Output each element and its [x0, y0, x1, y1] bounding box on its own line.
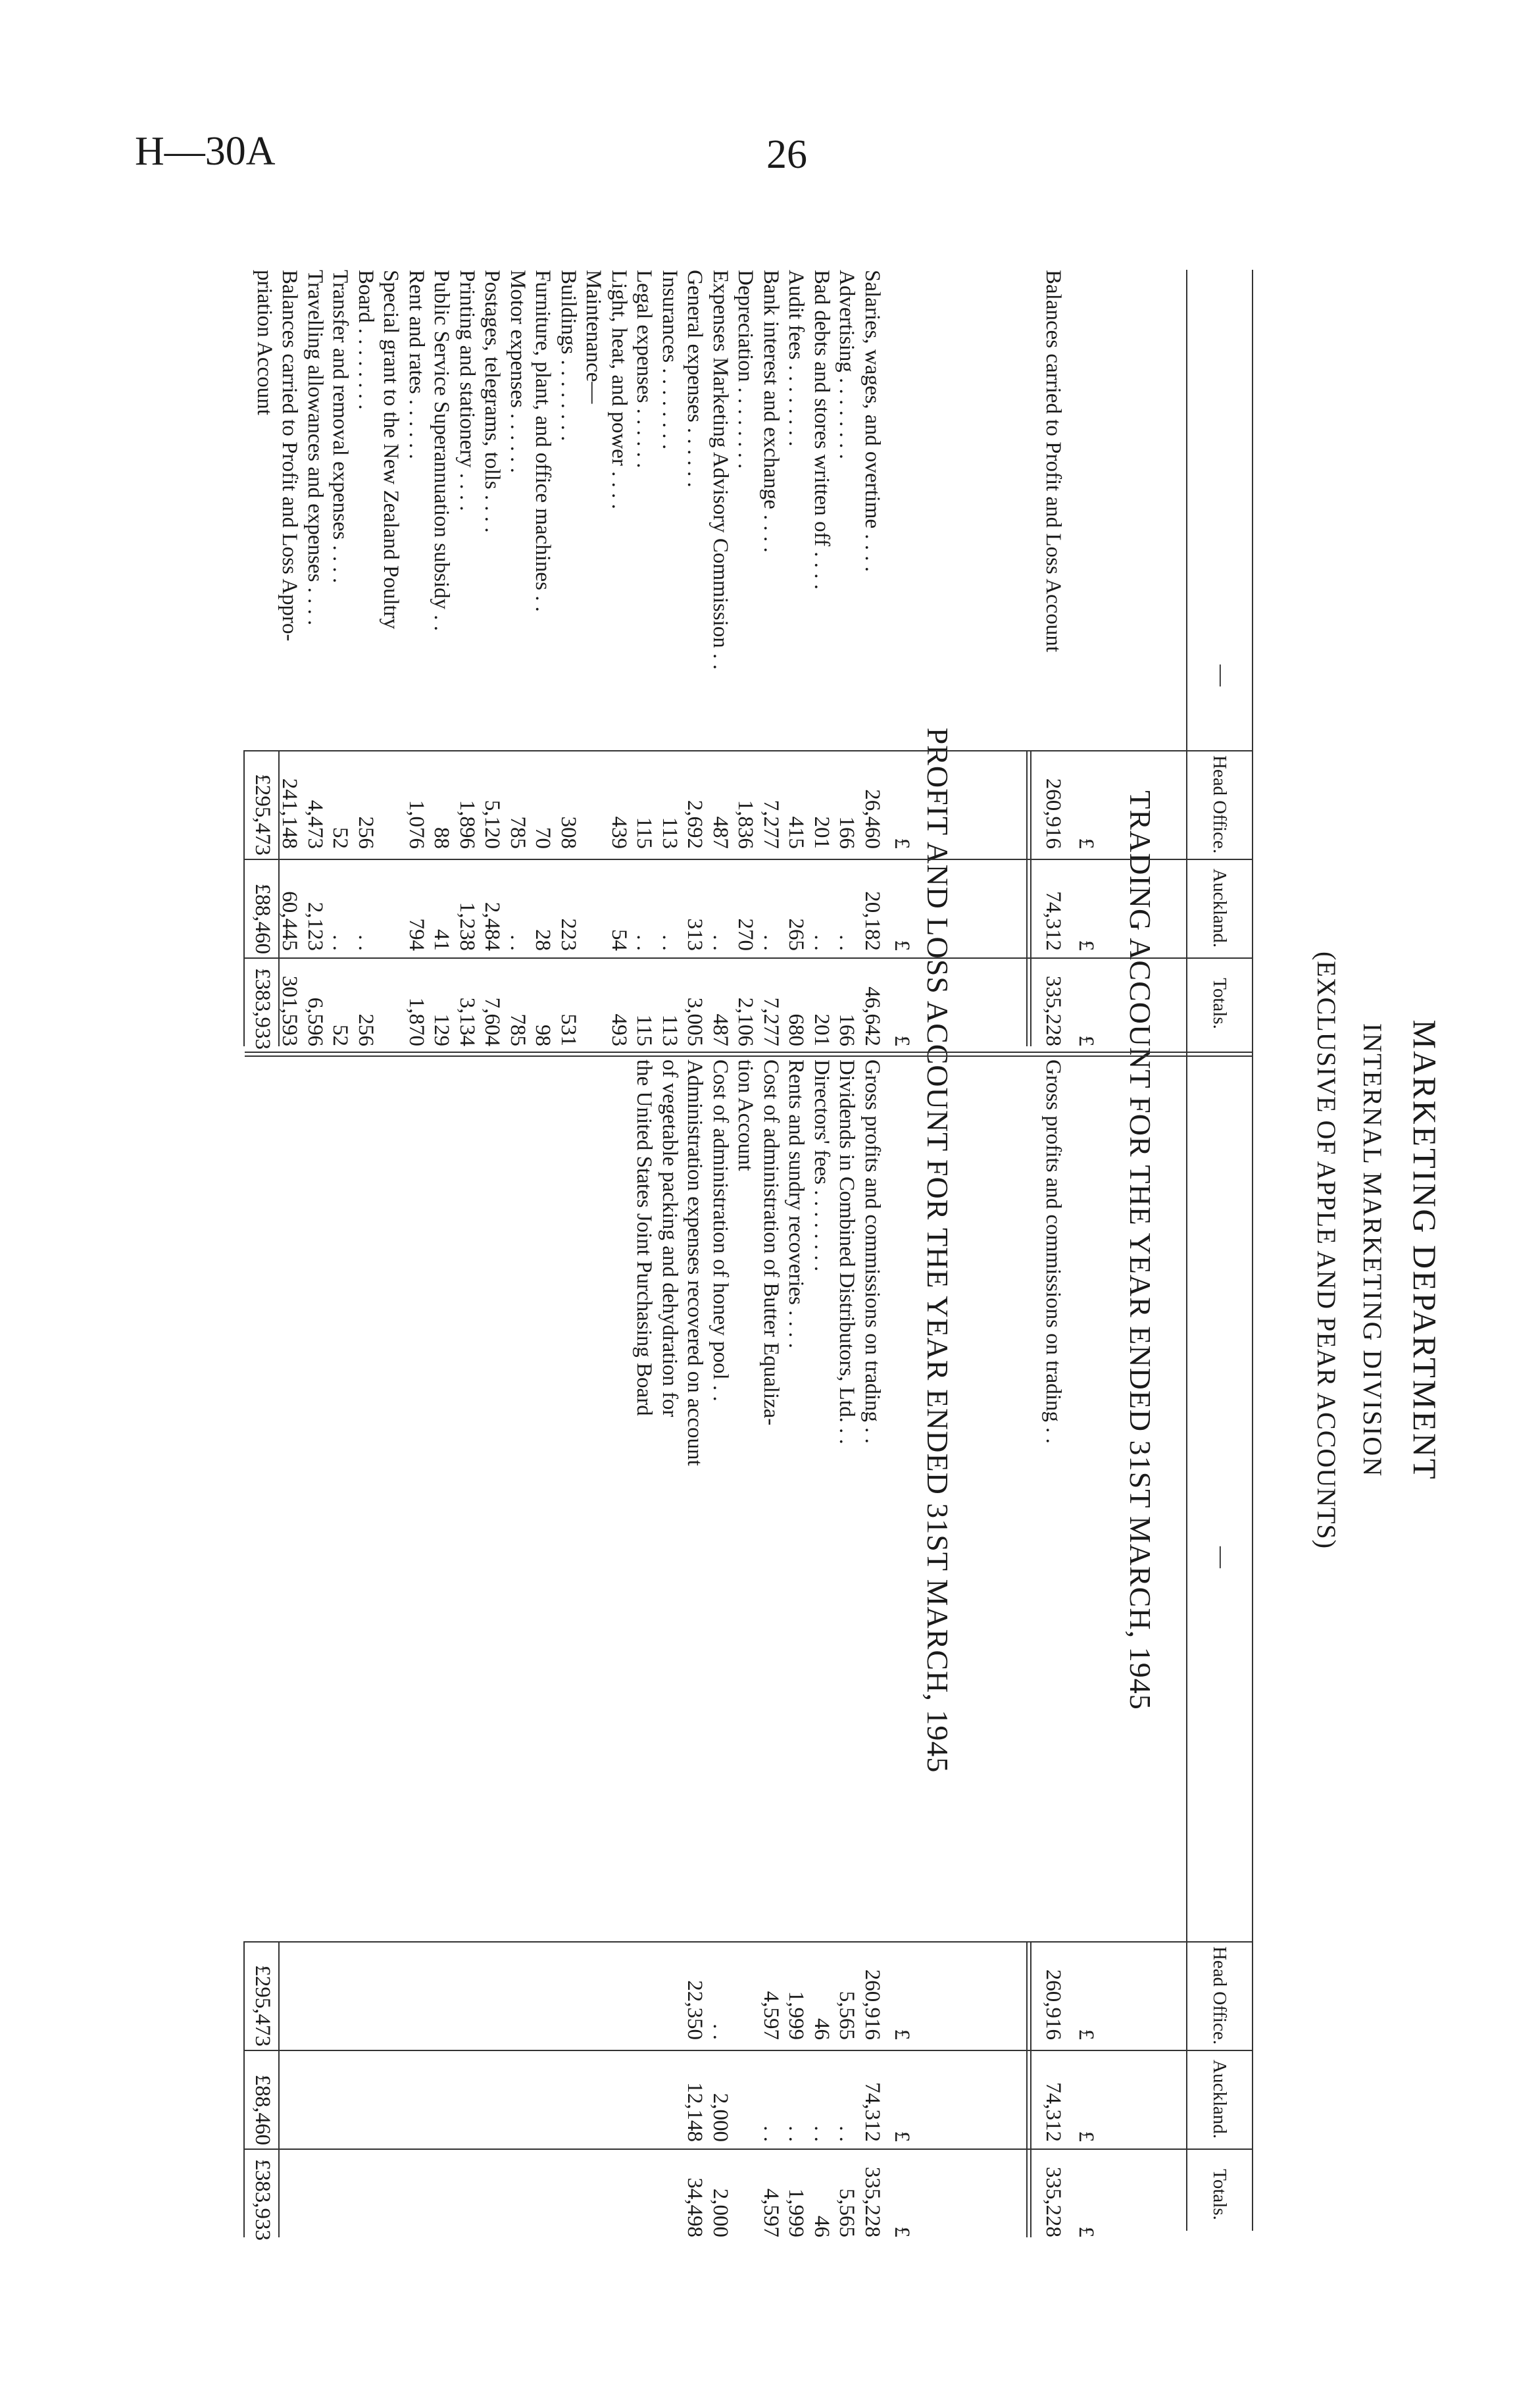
- debit-row-label: Depreciation . . . . . . . .: [733, 270, 758, 469]
- debit-row-ho: 1,076: [405, 800, 428, 849]
- debit-row-ho: 415: [784, 816, 808, 849]
- center-rule-2: [245, 1055, 1253, 1057]
- rotated-accounts-page: [250, 243, 1487, 2257]
- pound-sign: £: [1074, 940, 1098, 951]
- credit-row-ak: 12,148: [683, 2082, 707, 2142]
- credit-totals-header: Totals.: [1209, 2169, 1230, 2220]
- column-rule: [245, 2148, 1253, 2150]
- pound-sign: £: [1074, 2131, 1098, 2142]
- debit-row-ak: . .: [506, 934, 530, 951]
- pound-sign: £: [890, 2226, 914, 2237]
- credit-row-ak: 74,312: [860, 2082, 884, 2142]
- debit-row-ak: . .: [658, 934, 682, 951]
- debit-row-ho: 88: [430, 827, 454, 849]
- credit-row-label: Gross profits and commissions on trading . .: [860, 1059, 884, 1444]
- debit-row-ho: 256: [354, 816, 378, 849]
- debit-row-label: Travelling allowances and expenses . . . .: [303, 270, 327, 626]
- credit-row-label: Cost of administration of honey pool . .: [708, 1059, 732, 1402]
- debit-row-ho: 5,120: [480, 800, 505, 849]
- debit-row-label: Expenses Marketing Advisory Commission . .: [708, 270, 732, 670]
- debit-head-office-header: Head Office.: [1209, 755, 1230, 854]
- debit-row-ak: 54: [607, 929, 631, 951]
- column-rule: [245, 957, 1253, 959]
- debit-row-label: Bad debts and stores written off . . . .: [810, 270, 833, 590]
- pound-sign: £: [1074, 1035, 1098, 1046]
- debit-row-label: Board . . . . . . . .: [354, 270, 378, 410]
- debit-row-ho: 1,896: [455, 800, 479, 849]
- debit-row-ak: 270: [733, 918, 758, 951]
- credit-row-label: of vegetable packing and dehydration for: [658, 1059, 682, 1417]
- credit-row-ho: 4,597: [759, 1991, 783, 2040]
- credit-row-ak: . .: [784, 2125, 808, 2142]
- debit-row-ho: 201: [810, 816, 833, 849]
- header-bottom-rule: [1186, 270, 1187, 2231]
- debit-row-ho: 4,473: [303, 800, 327, 849]
- debit-row-tot: 3,005: [683, 997, 707, 1046]
- debit-row-ak: 313: [683, 918, 707, 951]
- credit-row-label: Cost of administration of Butter Equaliza-: [759, 1059, 783, 1426]
- debit-row-ak: 794: [405, 918, 428, 951]
- pound-sign: £: [1074, 2226, 1098, 2237]
- debit-row-ak: 41: [430, 929, 454, 951]
- debit-row-ak: 28: [531, 929, 555, 951]
- debit-row-ak: 20,182: [860, 891, 884, 951]
- debit-row-ho: 439: [607, 816, 631, 849]
- debit-row-label: Legal expenses . . . . . .: [632, 270, 657, 469]
- debit-row-tot: 1,870: [405, 997, 428, 1046]
- column-rule: [245, 2050, 1253, 2051]
- credit-row-label: Rents and sundry recoveries . . . .: [784, 1059, 808, 1348]
- debit-row-ak: . .: [835, 934, 859, 951]
- debit-row-ak: 1,238: [455, 902, 479, 951]
- debit-total-totals: £383,933: [251, 968, 274, 1050]
- credit-total-totals: £383,933: [251, 2159, 274, 2241]
- debit-row-ho: 52: [328, 827, 353, 849]
- pound-sign: £: [1074, 838, 1098, 849]
- credit-head-office-header: Head Office.: [1209, 1946, 1230, 2045]
- credit-row-ak: . .: [810, 2125, 833, 2142]
- credit-row-ho: 260,916: [860, 1969, 884, 2040]
- debit-row-tot: 301,593: [278, 975, 302, 1046]
- debit-row-ho: 241,148: [278, 778, 302, 849]
- trading-credit-rule-2: [1026, 1941, 1028, 2237]
- debit-row-label: Light, heat, and power . . . .: [607, 270, 631, 509]
- trading-credit-totals: 335,228: [1041, 2166, 1065, 2237]
- debit-row-tot: 129: [430, 1013, 454, 1046]
- credit-total-head-office: £295,473: [251, 1965, 274, 2047]
- debit-row-ak: . .: [708, 934, 732, 951]
- debit-row-label: Maintenance—: [582, 270, 606, 404]
- debit-row-label: Printing and stationery . . . .: [455, 270, 479, 511]
- debit-row-label: Public Service Superannuation subsidy . .: [430, 270, 454, 632]
- debit-row-label: Transfer and removal expenses . . . .: [328, 270, 353, 584]
- debit-row-label: Audit fees . . . . . . . .: [784, 270, 808, 447]
- debit-row-ho: 2,692: [683, 800, 707, 849]
- credit-row-ak: . .: [759, 2125, 783, 2142]
- trading-debit-totals: 335,228: [1041, 975, 1065, 1046]
- debit-row-ak: 2,123: [303, 902, 327, 951]
- trading-debit-rule-2: [1026, 750, 1028, 1046]
- debit-row-ak: 60,445: [278, 891, 302, 951]
- pound-sign: £: [890, 1035, 914, 1046]
- debit-row-label: Bank interest and exchange . . . .: [759, 270, 783, 553]
- debit-row-label: Buildings . . . . . . . .: [557, 270, 580, 442]
- debit-row-ho: 166: [835, 816, 859, 849]
- debit-row-tot: 201: [810, 1013, 833, 1046]
- pound-sign: £: [890, 838, 914, 849]
- debit-row-tot: 487: [708, 1013, 732, 1046]
- debit-row-tot: 115: [632, 1014, 657, 1046]
- debit-row-ak: 265: [784, 918, 808, 951]
- page-number: 26: [766, 132, 807, 177]
- credit-row-tot: 46: [810, 2216, 833, 2237]
- debit-row-tot: 46,642: [860, 986, 884, 1046]
- credit-row-label: Directors' fees . . . . . . . .: [810, 1059, 833, 1272]
- credit-row-tot: 1,999: [784, 2188, 808, 2237]
- debit-row-ak: 223: [557, 918, 580, 951]
- debit-row-tot: 6,596: [303, 997, 327, 1046]
- debit-row-ho: 70: [531, 827, 555, 849]
- debit-total-top-rule: [278, 750, 280, 1046]
- credit-row-label: tion Account: [733, 1059, 758, 1171]
- debit-total-auckland: £88,460: [251, 883, 274, 954]
- debit-row-label: Advertising . . . . . . . .: [835, 270, 859, 459]
- debit-row-ak: . .: [810, 934, 833, 951]
- credit-row-ho: 1,999: [784, 1991, 808, 2040]
- trading-credit-auckland: 74,312: [1041, 2082, 1065, 2142]
- column-rule: [245, 750, 1253, 751]
- debit-row-tot: 785: [506, 1013, 530, 1046]
- credit-row-ho: 46: [810, 2018, 833, 2040]
- debit-row-tot: 2,106: [733, 997, 758, 1046]
- debit-row-label: priation Account: [253, 270, 276, 415]
- debit-row-ho: 26,460: [860, 789, 884, 849]
- debit-row-tot: 52: [328, 1025, 353, 1046]
- debit-row-tot: 7,277: [759, 997, 783, 1046]
- credit-row-tot: 4,597: [759, 2188, 783, 2237]
- header-top-rule: [1252, 270, 1253, 2231]
- debit-row-label: Postages, telegrams, tolls . . . .: [480, 270, 505, 533]
- credit-row-label: Administration expenses recovered on account: [683, 1059, 707, 1466]
- debit-row-ak: . .: [759, 934, 783, 951]
- credit-row-label: Dividends in Combined Distributors, Ltd. . .: [835, 1059, 859, 1444]
- trading-debit-rule: [1030, 750, 1031, 1046]
- debit-row-tot: 98: [531, 1025, 555, 1046]
- debit-row-tot: 7,604: [480, 997, 505, 1046]
- debit-row-tot: 531: [557, 1013, 580, 1046]
- debit-column-dash: —: [1210, 665, 1233, 686]
- credit-row-ho: 5,565: [835, 1991, 859, 2040]
- trading-account-title: TRADING ACCOUNT FOR THE YEAR ENDED 31ST MARCH, 1945: [1124, 790, 1157, 1710]
- debit-row-ho: 115: [632, 817, 657, 849]
- center-rule: [245, 1052, 1253, 1053]
- pound-sign: £: [1074, 2029, 1098, 2040]
- debit-row-label: Motor expenses . . . . . .: [506, 270, 530, 473]
- trading-debit-auckland: 74,312: [1041, 891, 1065, 951]
- debit-row-ho: 1,836: [733, 800, 758, 849]
- debit-row-ho: 308: [557, 816, 580, 849]
- debit-row-ho: 487: [708, 816, 732, 849]
- credit-column-dash: —: [1210, 1546, 1233, 1568]
- column-rule: [245, 859, 1253, 860]
- debit-row-tot: 256: [354, 1013, 378, 1046]
- department-title: MARKETING DEPARTMENT: [1406, 1019, 1443, 1481]
- page-code: H—30A: [135, 129, 276, 174]
- credit-row-ho: . .: [708, 2023, 732, 2040]
- trading-credit-label: Gross profits and commissions on trading . .: [1041, 1059, 1065, 1444]
- trading-debit-head-office: 260,916: [1041, 778, 1065, 849]
- debit-row-ho: 7,277: [759, 800, 783, 849]
- pound-sign: £: [890, 2029, 914, 2040]
- credit-auckland-header: Auckland.: [1209, 2060, 1230, 2139]
- debit-row-tot: 3,134: [455, 997, 479, 1046]
- profit-loss-title: PROFIT AND LOSS ACCOUNT FOR THE YEAR ENDED 31ST MARCH, 1945: [921, 727, 955, 1773]
- debit-row-ho: 785: [506, 816, 530, 849]
- column-rule: [245, 1941, 1253, 1943]
- debit-row-label: Balances carried to Profit and Loss Appro-: [278, 270, 302, 642]
- debit-row-label: Insurances . . . . . . . .: [658, 270, 682, 450]
- pound-sign: £: [890, 2131, 914, 2142]
- credit-total-top-rule: [278, 1941, 280, 2237]
- debit-row-tot: 493: [607, 1013, 631, 1046]
- credit-total-auckland: £88,460: [251, 2074, 274, 2145]
- debit-row-label: Special grant to the New Zealand Poultry: [379, 270, 403, 630]
- credit-row-label: the United States Joint Purchasing Board: [632, 1059, 657, 1416]
- debit-row-label: General expenses . . . . . .: [683, 270, 707, 488]
- debit-totals-header: Totals.: [1209, 978, 1230, 1029]
- credit-row-ho: 22,350: [683, 1980, 707, 2040]
- exclusion-note: (EXCLUSIVE OF APPLE AND PEAR ACCOUNTS): [1312, 951, 1341, 1550]
- debit-auckland-header: Auckland.: [1209, 869, 1230, 948]
- debit-row-tot: 113: [658, 1014, 682, 1046]
- trading-credit-head-office: 260,916: [1041, 1969, 1065, 2040]
- trading-debit-label: Balances carried to Profit and Loss Account: [1041, 270, 1065, 652]
- division-title: INTERNAL MARKETING DIVISION: [1358, 1023, 1387, 1478]
- pound-sign: £: [890, 940, 914, 951]
- debit-row-label: Furniture, plant, and office machines . .: [531, 270, 555, 612]
- debit-row-ak: . .: [354, 934, 378, 951]
- credit-row-tot: 2,000: [708, 2188, 732, 2237]
- debit-total-head-office: £295,473: [251, 774, 274, 855]
- debit-row-label: Salaries, wages, and overtime . . . .: [860, 270, 884, 572]
- debit-row-tot: 680: [784, 1013, 808, 1046]
- debit-row-ak: 2,484: [480, 902, 505, 951]
- credit-total-bottom-rule: [243, 1941, 245, 2237]
- debit-row-tot: 166: [835, 1013, 859, 1046]
- debit-total-bottom-rule: [243, 750, 245, 1046]
- credit-row-ak: . .: [835, 2125, 859, 2142]
- credit-row-tot: 335,228: [860, 2166, 884, 2237]
- trading-credit-rule: [1030, 1941, 1031, 2237]
- debit-row-ho: 113: [658, 817, 682, 849]
- debit-row-ak: . .: [632, 934, 657, 951]
- credit-row-ak: 2,000: [708, 2093, 732, 2142]
- debit-row-ak: . .: [328, 934, 353, 951]
- debit-row-label: Rent and rates . . . . . .: [405, 270, 428, 459]
- credit-row-tot: 34,498: [683, 2177, 707, 2237]
- credit-row-tot: 5,565: [835, 2188, 859, 2237]
